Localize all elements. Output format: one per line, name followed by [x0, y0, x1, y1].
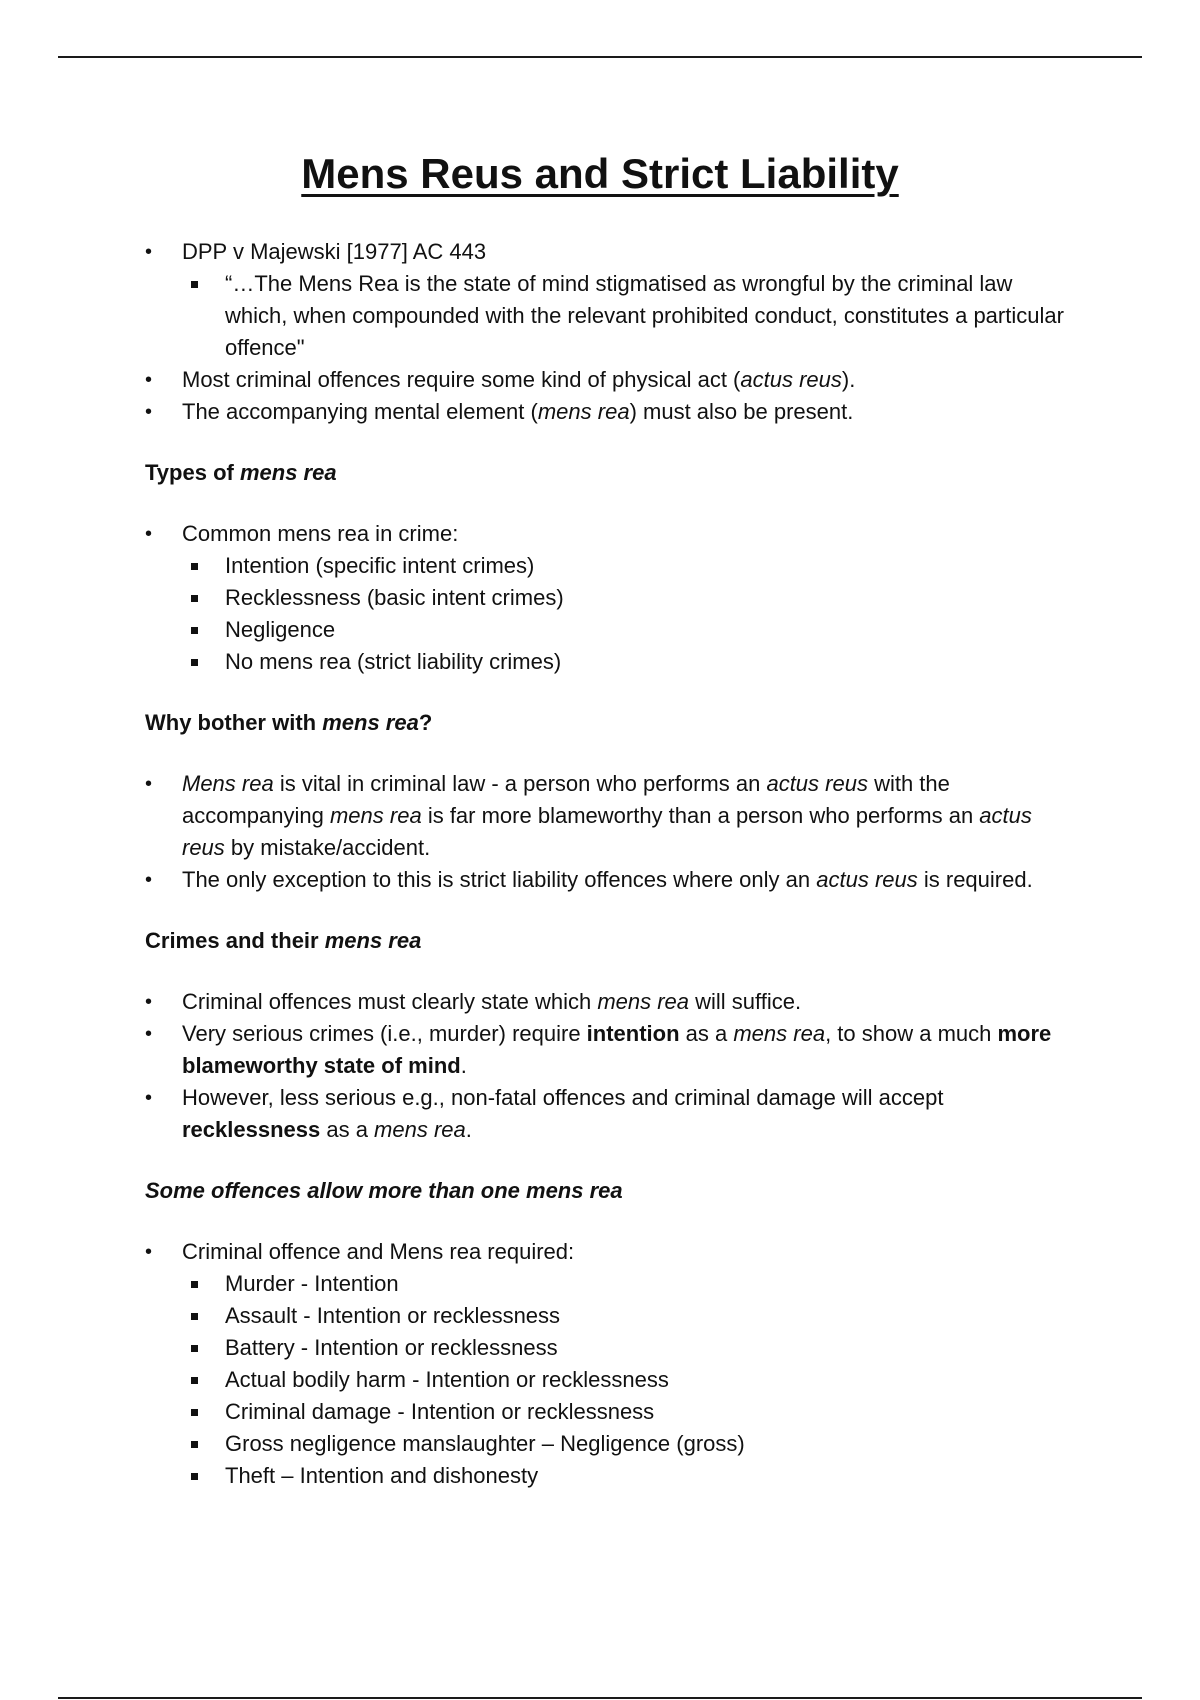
document-body	[145, 236, 1065, 1492]
list-item: No mens rea (strict liability crimes)	[182, 646, 1065, 678]
list-item	[145, 236, 1065, 364]
page-title: Mens Reus and Strict Liability	[301, 150, 899, 197]
list-item: • Most criminal offences require some kind of physical act (actus reus).	[145, 364, 1065, 396]
list-item: Negligence	[182, 614, 1065, 646]
heading-why: Why bother with mens rea?	[145, 710, 433, 735]
crimes-list	[145, 986, 1065, 1146]
list-item: • Criminal offences must clearly state which mens rea will suffice.	[145, 986, 1065, 1018]
list-item: • Very serious crimes (i.e., murder) require intention as a mens rea, to show a much more blameworthy state of mind.	[145, 1018, 1065, 1082]
list-item: Actual bodily harm - Intention or recklessness	[182, 1364, 1065, 1396]
list-item: Criminal damage - Intention or recklessness	[182, 1396, 1065, 1428]
heading-crimes: Crimes and their mens rea	[145, 928, 422, 953]
list-item: Recklessness (basic intent crimes)	[182, 582, 1065, 614]
list-item: • However, less serious e.g., non-fatal offences and criminal damage will accept recklessness as a mens rea.	[145, 1082, 1065, 1146]
list-item: • The accompanying mental element (mens rea) must also be present.	[145, 396, 1065, 428]
list-item: • The only exception to this is strict liability offences where only an actus reus is required.	[145, 864, 1065, 896]
heading-multi: Some offences allow more than one mens rea	[145, 1178, 623, 1203]
bottom-rule	[58, 1697, 1142, 1699]
intro-list	[145, 236, 1065, 428]
types-list	[145, 518, 1065, 678]
quote-item: “…The Mens Rea is the state of mind stigmatised as wrongful by the criminal law which, when compounded with the relevant prohibited conduct, constitutes a particular offence"	[182, 268, 1065, 364]
list-item: Intention (specific intent crimes)	[182, 550, 1065, 582]
list-item: Theft – Intention and dishonesty	[182, 1460, 1065, 1492]
why-list	[145, 768, 1065, 896]
list-item: • Criminal offence and Mens rea required: Murder - Intention Assault - Intention or recklessness Battery - Intention or recklessness Actual bodily harm - Intention or recklessness Criminal damage - Intention or recklessness Gross negligence manslaughter – Negligence (gross) Theft – Intention and dishonesty	[145, 1236, 1065, 1492]
heading-types: Types of mens rea	[145, 460, 337, 485]
list-item: Assault - Intention or recklessness	[182, 1300, 1065, 1332]
list-item: Gross negligence manslaughter – Negligence (gross)	[182, 1428, 1065, 1460]
list-item: Murder - Intention	[182, 1268, 1065, 1300]
list-item: • Common mens rea in crime: Intention (specific intent crimes) Recklessness (basic intent crimes) Negligence No mens rea (strict liability crimes)	[145, 518, 1065, 678]
offences-list	[145, 1236, 1065, 1492]
list-item: • Mens rea is vital in criminal law - a person who performs an actus reus with the accompanying mens rea is far more blameworthy than a person who performs an actus reus by mistake/accident.	[145, 768, 1065, 864]
top-rule	[58, 56, 1142, 58]
case-citation: DPP v Majewski [1977] AC 443	[182, 239, 487, 264]
list-item: Battery - Intention or recklessness	[182, 1332, 1065, 1364]
